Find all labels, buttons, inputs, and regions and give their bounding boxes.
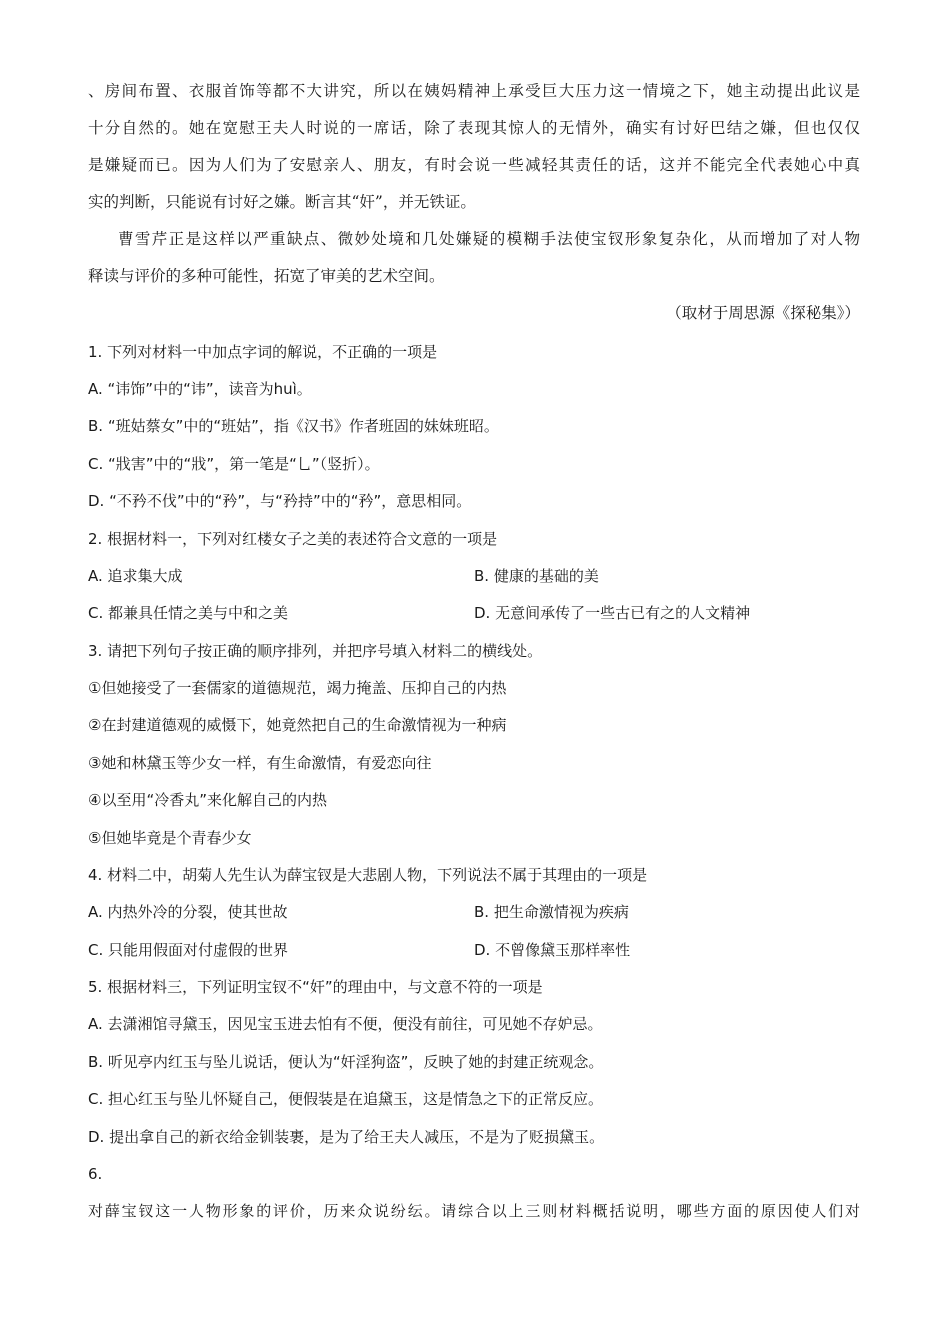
passage-line: 实的判断，只能说有讨好之嫌。断言其“奸”，并无铁证。 (88, 193, 476, 211)
question-3-sentence: ②在封建道德观的威慑下，她竟然把自己的生命激情视为一种病 (88, 716, 507, 734)
question-4-option-a: A. 内热外冷的分裂，使其世故 (88, 903, 288, 921)
question-5-option-c: C. 担心红玉与坠儿怀疑自己，便假装是在追黛玉，这是情急之下的正常反应。 (88, 1090, 604, 1108)
question-2-stem: 2. 根据材料一，下列对红楼女子之美的表述符合文意的一项是 (88, 530, 498, 548)
question-4-option-d: D. 不曾像黛玉那样率性 (474, 941, 631, 959)
question-3-sentence: ①但她接受了一套儒家的道德规范，竭力掩盖、压抑自己的内热 (88, 679, 507, 697)
question-5-option-d: D. 提出拿自己的新衣给金钏装裹，是为了给王夫人减压，不是为了贬损黛玉。 (88, 1128, 605, 1146)
question-4-option-c: C. 只能用假面对付虚假的世界 (88, 941, 289, 959)
question-3-stem: 3. 请把下列句子按正确的顺序排列，并把序号填入材料二的横线处。 (88, 642, 543, 660)
passage-line: 、房间布置、衣服首饰等都不大讲究，所以在姨妈精神上承受巨大压力这一情境之下，她主动提出此议是 (88, 82, 860, 100)
question-6-number: 6. (88, 1165, 103, 1183)
question-5-stem: 5. 根据材料三，下列证明宝钗不“奸”的理由中，与文意不符的一项是 (88, 978, 543, 996)
source-citation: （取材于周思源《探秘集》） (666, 304, 860, 322)
question-1-stem: 1. 下列对材料一中加点字词的解说，不正确的一项是 (88, 343, 438, 361)
passage-paragraph-line: 曹雪芹正是这样以严重缺点、微妙处境和几处嫌疑的模糊手法使宝钗形象复杂化，从而增加了对人物 (118, 230, 860, 248)
question-1-option-c: C. “戕害”中的“戕”，第一笔是“乚”（竖折）。 (88, 455, 380, 473)
question-4-option-b: B. 把生命激情视为疾病 (474, 903, 629, 921)
question-2-option-b: B. 健康的基础的美 (474, 567, 599, 585)
question-3-sentence: ⑤但她毕竟是个青春少女 (88, 829, 252, 847)
question-3-sentence: ③她和林黛玉等少女一样，有生命激情，有爱恋向往 (88, 754, 432, 772)
question-5-option-b: B. 听见亭内红玉与坠儿说话，便认为“奸淫狗盗”，反映了她的封建正统观念。 (88, 1053, 604, 1071)
question-4-stem: 4. 材料二中，胡菊人先生认为薛宝钗是大悲剧人物，下列说法不属于其理由的一项是 (88, 866, 648, 884)
passage-line: 是嫌疑而已。因为人们为了安慰亲人、朋友，有时会说一些减轻其责任的话，这并不能完全代表她心中真 (88, 156, 860, 174)
question-5-option-a: A. 去潇湘馆寻黛玉，因见宝玉进去怕有不便，便没有前往，可见她不存妒忌。 (88, 1015, 603, 1033)
question-6-stem: 对薛宝钗这一人物形象的评价，历来众说纷纭。请综合以上三则材料概括说明，哪些方面的原因使人们对 (88, 1202, 860, 1220)
question-3-sentence: ④以至用“冷香丸”来化解自己的内热 (88, 791, 327, 809)
question-1-option-b: B. “班姑蔡女”中的“班姑”，指《汉书》作者班固的妹妹班昭。 (88, 417, 499, 435)
question-2-option-a: A. 追求集大成 (88, 567, 183, 585)
question-2-option-d: D. 无意间承传了一些古已有之的人文精神 (474, 604, 751, 622)
passage-paragraph-line: 释读与评价的多种可能性，拓宽了审美的艺术空间。 (88, 267, 445, 285)
passage-line: 十分自然的。她在宽慰王夫人时说的一席话，除了表现其惊人的无情外，确实有讨好巴结之嫌，但也仅仅 (88, 119, 860, 137)
question-2-option-c: C. 都兼具任情之美与中和之美 (88, 604, 289, 622)
question-1-option-a: A. “讳饰”中的“讳”，读音为huì。 (88, 380, 312, 398)
question-1-option-d: D. “不矜不伐”中的“矜”，与“矜持”中的“矜”，意思相同。 (88, 492, 472, 510)
